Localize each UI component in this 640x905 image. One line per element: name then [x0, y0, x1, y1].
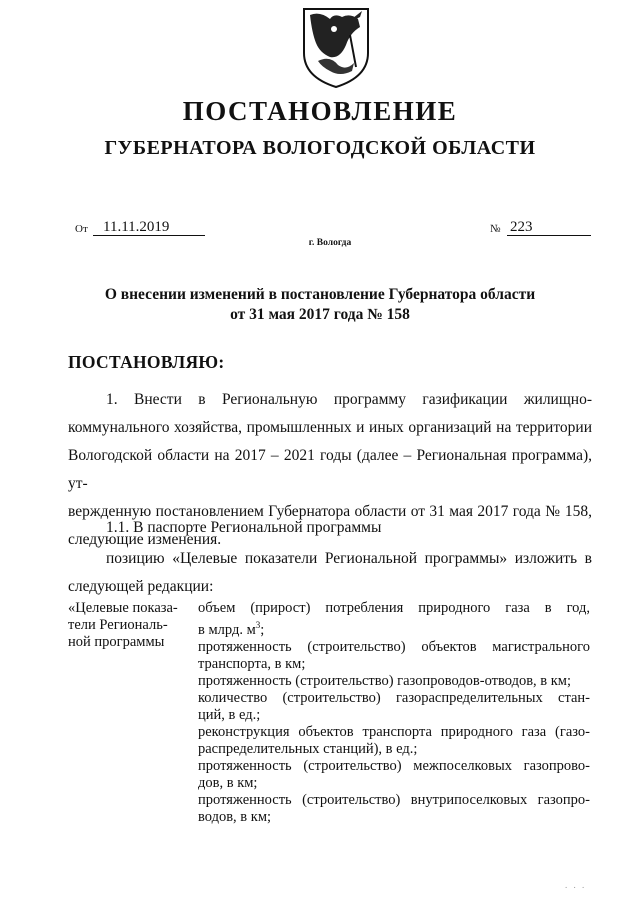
label-line: «Целевые показа-	[68, 600, 178, 616]
item-line: реконструкция объектов транспорта природного газа (газо-	[198, 723, 590, 740]
indicator-item	[198, 673, 590, 690]
superscript: 3	[255, 620, 261, 630]
city-label: г. Вологда	[308, 238, 352, 248]
paragraph-line: следующей редакции:	[68, 578, 214, 595]
item-line: водов, в км;	[198, 808, 272, 825]
indicator-item	[198, 758, 590, 792]
issuer-title: ГУБЕРНАТОРА ВОЛОГОДСКОЙ ОБЛАСТИ	[104, 137, 536, 159]
item-line: объем (прирост) потребления природного газа в год,	[198, 600, 590, 616]
paragraph-line: следующие изменения.	[68, 531, 222, 548]
document-subject	[0, 285, 640, 325]
indicator-item	[198, 724, 590, 758]
indicator-item	[198, 690, 590, 724]
date-prefix: От	[75, 223, 88, 235]
item-line: протяженность (строительство) внутрипоселковых газопро-	[198, 791, 590, 808]
item-line: количество (строительство) газораспределительных стан-	[198, 689, 590, 706]
paragraph-line: вержденную постановлением Губернатора области от 31 мая 2017 года № 158,	[68, 503, 592, 520]
number-prefix: №	[490, 223, 501, 235]
item-line: транспорта, в км;	[198, 655, 306, 672]
coat-of-arms-emblem	[300, 5, 372, 89]
label-line: тели Региональ-	[68, 617, 168, 633]
punctuation: ;	[260, 621, 265, 638]
document-title: ПОСТАНОВЛЕНИЕ	[182, 96, 458, 126]
subject-line-2: от 31 мая 2017 года № 158	[230, 306, 410, 323]
indicator-label-cell	[68, 600, 192, 651]
page-marks: . . .	[565, 880, 587, 890]
paragraph-line: коммунального хозяйства, промышленных и иных организаций на территории	[68, 419, 592, 436]
paragraph-3	[68, 545, 592, 601]
paragraph-line: 1. Внести в Региональную программу газификации жилищно-	[106, 391, 592, 408]
subject-line-1: О внесении изменений в постановление Губернатора области	[104, 286, 536, 303]
item-line: протяженность (строительство) газопроводов-отводов, в км;	[198, 672, 572, 689]
document-date: 11.11.2019	[93, 219, 205, 236]
item-line: дов, в км;	[198, 774, 258, 791]
item-line: распределительных станций), в ед.;	[198, 740, 418, 757]
document-number: 223	[507, 219, 591, 236]
item-line: в млрд. м	[198, 621, 256, 638]
paragraph-line: позицию «Целевые показатели Региональной программы» изложить в	[106, 550, 592, 567]
indicator-list-cell	[198, 600, 590, 826]
item-line: протяженность (строительство) межпоселковых газопрово-	[198, 757, 590, 774]
decree-heading: ПОСТАНОВЛЯЮ:	[68, 352, 225, 372]
item-line: протяженность (строительство) объектов магистрального	[198, 638, 590, 655]
indicator-item	[198, 639, 590, 673]
paragraph-2: 1.1. В паспорте Региональной программы	[106, 519, 382, 536]
label-line: ной программы	[68, 634, 165, 650]
paragraph-line: Вологодской области на 2017 – 2021 годы (далее – Региональная программа), ут-	[68, 447, 592, 492]
item-line: ций, в ед.;	[198, 706, 261, 723]
indicator-item	[198, 792, 590, 826]
indicator-item	[198, 600, 590, 639]
